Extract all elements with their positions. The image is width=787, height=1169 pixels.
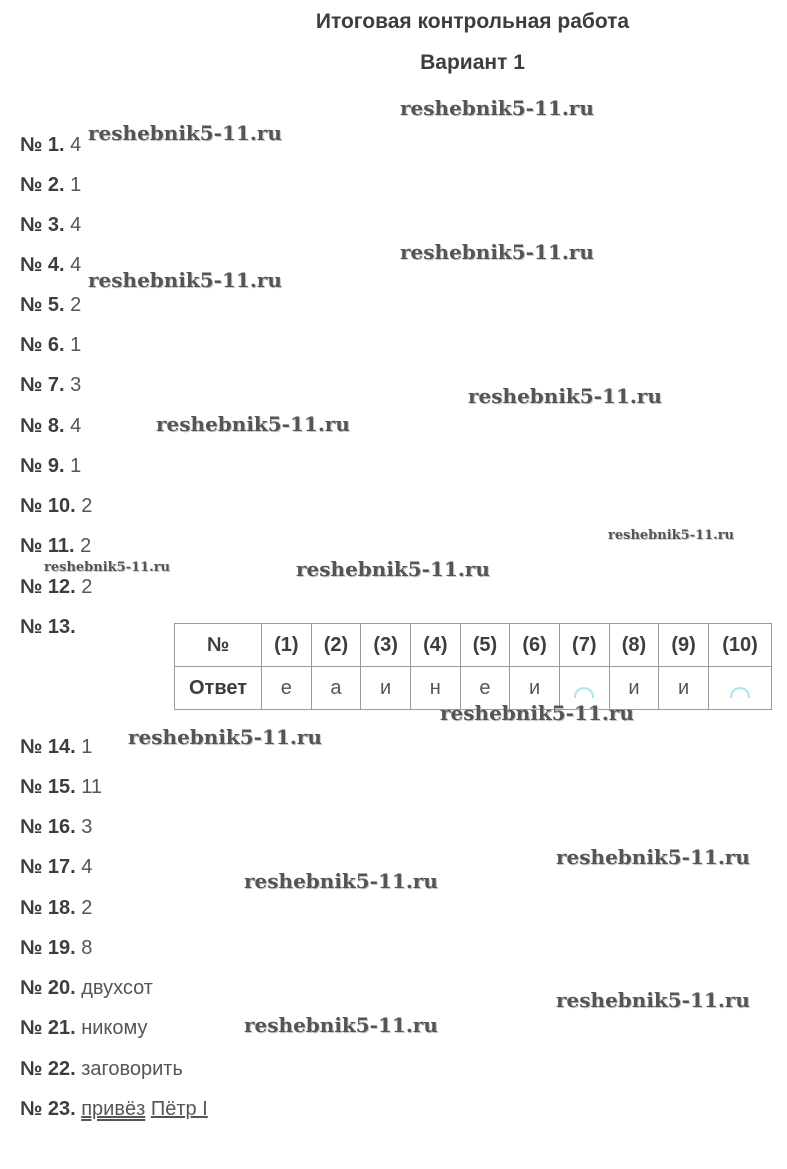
answer-item <box>20 1016 148 1040</box>
item-answer: 2 <box>70 294 82 316</box>
item-answer-predicate: привёз <box>81 1098 146 1120</box>
item-number: № 19. <box>20 937 76 959</box>
table-header-cell: (6) <box>510 624 560 667</box>
item-number: № 18. <box>20 897 76 919</box>
table-header-cell: (1) <box>262 624 312 667</box>
answer-item <box>20 1097 208 1121</box>
answer-item <box>20 494 92 518</box>
item-answer: 2 <box>81 495 93 517</box>
answer-item <box>20 293 81 317</box>
item-number: № 14. <box>20 736 76 758</box>
table-cell: е <box>262 667 312 710</box>
item-answer: 1 <box>70 334 82 356</box>
item-answer: двухсот <box>81 977 153 999</box>
table-cell <box>709 667 772 710</box>
table-cell: н <box>410 667 460 710</box>
item-number: № 8. <box>20 415 65 437</box>
answer-item <box>20 213 81 237</box>
table-cell: и <box>510 667 560 710</box>
item-number: № 10. <box>20 495 76 517</box>
item-number: № 12. <box>20 576 76 598</box>
item-number: № 17. <box>20 856 76 878</box>
item-number: № 13. <box>20 616 76 638</box>
item-number: № 7. <box>20 374 65 396</box>
item-answer: 4 <box>70 134 82 156</box>
watermark: reshebnik5-11.ru <box>44 560 171 575</box>
answer-item <box>20 855 92 879</box>
item-answer: заговорить <box>81 1058 183 1080</box>
watermark: reshebnik5-11.ru <box>556 845 750 869</box>
table-header-cell: (2) <box>311 624 361 667</box>
answer-item <box>20 373 81 397</box>
watermark: reshebnik5-11.ru <box>128 725 322 749</box>
answer-item <box>20 896 92 920</box>
table-header-cell: (10) <box>709 624 772 667</box>
item-number: № 11. <box>20 535 75 557</box>
item-answer: 2 <box>80 535 92 557</box>
arc-mark-icon <box>730 687 750 698</box>
table-cell: а <box>311 667 361 710</box>
table-cell: и <box>361 667 411 710</box>
item-answer: 11 <box>81 776 102 798</box>
watermark: reshebnik5-11.ru <box>556 988 750 1012</box>
item-number: № 9. <box>20 455 65 477</box>
answer-item <box>20 575 92 599</box>
item-answer: 4 <box>70 214 82 236</box>
answer-item <box>20 1057 183 1081</box>
watermark: reshebnik5-11.ru <box>156 412 350 436</box>
answer-item <box>20 414 81 438</box>
answer-item <box>20 173 81 197</box>
arc-mark-icon <box>574 687 594 698</box>
answer-item <box>20 615 76 639</box>
item-answer: 8 <box>81 937 93 959</box>
item-number: № 3. <box>20 214 65 236</box>
answer-item <box>20 936 92 960</box>
answer-item <box>20 775 102 799</box>
answer-item <box>20 333 81 357</box>
watermark: reshebnik5-11.ru <box>244 1013 438 1037</box>
table-header-cell: (8) <box>609 624 659 667</box>
watermark: reshebnik5-11.ru <box>296 557 490 581</box>
item-number: № 4. <box>20 254 65 276</box>
answer-item <box>20 253 81 277</box>
item-answer: 2 <box>81 576 93 598</box>
table-cell: и <box>659 667 709 710</box>
item-answer: 4 <box>70 415 82 437</box>
item-number: № 2. <box>20 174 65 196</box>
item-answer: 3 <box>81 816 93 838</box>
watermark: reshebnik5-11.ru <box>608 528 735 543</box>
watermark: reshebnik5-11.ru <box>244 869 438 893</box>
table-cell: и <box>609 667 659 710</box>
page-title: Итоговая контрольная работа <box>315 10 630 33</box>
table-header-cell: № <box>175 624 262 667</box>
table-row-label: Ответ <box>175 667 262 710</box>
item-number: № 1. <box>20 134 65 156</box>
item-answer: 3 <box>70 374 82 396</box>
watermark: reshebnik5-11.ru <box>400 96 594 120</box>
answer-item <box>20 735 92 759</box>
answer-item <box>20 534 91 558</box>
item-answer: 1 <box>81 736 93 758</box>
item-number: № 20. <box>20 977 76 999</box>
item-answer: 2 <box>81 897 93 919</box>
watermark: reshebnik5-11.ru <box>88 268 282 292</box>
item-answer: 1 <box>70 455 82 477</box>
table-header-cell: (9) <box>659 624 709 667</box>
answer-item <box>20 133 81 157</box>
page-subtitle: Вариант 1 <box>420 51 525 74</box>
answer-table <box>174 623 772 710</box>
table-header-cell: (5) <box>460 624 510 667</box>
item-answer-subject: Пётр I <box>150 1098 208 1120</box>
watermark: reshebnik5-11.ru <box>468 384 662 408</box>
table-header-cell: (7) <box>559 624 609 667</box>
item-answer: 4 <box>70 254 82 276</box>
table-header-cell: (3) <box>361 624 411 667</box>
item-number: № 21. <box>20 1017 76 1039</box>
table-header-cell: (4) <box>410 624 460 667</box>
item-answer: 1 <box>70 174 82 196</box>
item-number: № 22. <box>20 1058 76 1080</box>
watermark: reshebnik5-11.ru <box>440 701 634 725</box>
table-cell: е <box>460 667 510 710</box>
item-answer: никому <box>81 1017 148 1039</box>
item-number: № 5. <box>20 294 65 316</box>
item-answer: 4 <box>81 856 93 878</box>
watermark: reshebnik5-11.ru <box>400 240 594 264</box>
answer-item <box>20 976 153 1000</box>
answer-item <box>20 815 92 839</box>
table-header-row <box>175 624 772 667</box>
item-number: № 16. <box>20 816 76 838</box>
answer-item <box>20 454 81 478</box>
item-number: № 6. <box>20 334 65 356</box>
watermark: reshebnik5-11.ru <box>88 121 282 145</box>
item-number: № 15. <box>20 776 76 798</box>
item-number: № 23. <box>20 1098 76 1120</box>
